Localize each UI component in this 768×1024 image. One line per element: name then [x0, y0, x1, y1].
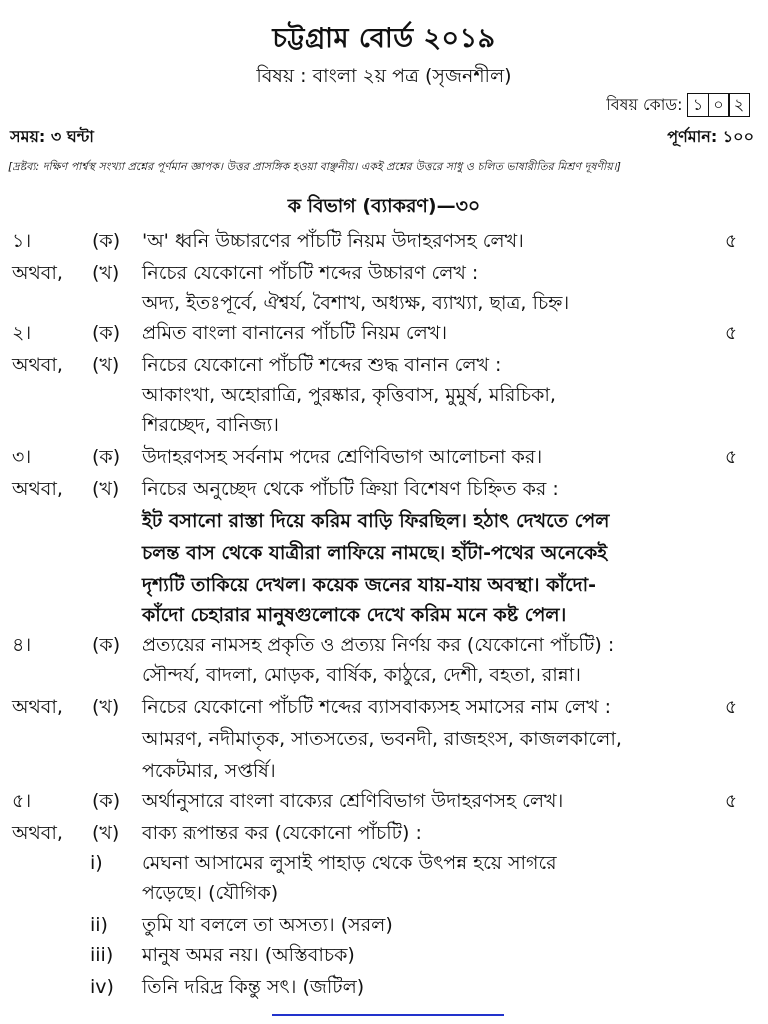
part-label: (ক) [92, 230, 121, 252]
or-label: অথবা, [12, 262, 63, 284]
question-text: উদাহরণসহ সর্বনাম পদের শ্রেণিবিভাগ আলোচনা কর। [142, 446, 543, 468]
item-numeral: iii) [90, 944, 114, 966]
question-text: নিচের অনুচ্ছেদ থেকে পাঁচটি ক্রিয়া বিশেষণ চিহ্নিত কর : [142, 478, 559, 500]
question-text: নিচের যেকোনো পাঁচটি শব্দের শুদ্ধ বানান লেখ : [142, 354, 502, 376]
item-numeral: ii) [90, 914, 108, 936]
question-number: ১। [12, 230, 32, 252]
item-text: তিনি দরিদ্র কিন্তু সৎ। (জটিল) [142, 976, 365, 998]
passage-text: কাঁদো চেহারার মানুষগুলোকে দেখে করিম মনে কষ্ট পেল। [142, 604, 567, 626]
section-heading: ক বিভাগ (ব্যাকরণ)—৩০ [287, 195, 481, 217]
instruction-note: [দ্রষ্টব্য: দক্ষিণ পার্শ্বস্থ সংখ্যা প্রশ্নের পূর্ণমান জ্ঞাপক। উত্তর প্রাসঙ্গিক হওয়া বাঞ্ছনীয়। একই প্রশ্নের উত্তরে সাধু ও চলিত ভাষারীতির মিশ্রণ দূষণীয়।] [8, 160, 621, 173]
exam-time: সময়: ৩ ঘন্টা [10, 127, 94, 146]
question-number: ২। [12, 322, 32, 344]
subject-line: বিষয় : বাংলা ২য় পত্র (সৃজনশীল) [256, 65, 512, 87]
passage-text: ইট বসানো রাস্তা দিয়ে করিম বাড়ি ফিরছিল। হঠাৎ দেখতে পেল [142, 510, 610, 532]
part-label: (ক) [92, 322, 121, 344]
item-text: মেঘনা আসামের লুসাই পাহাড় থেকে উৎপন্ন হয়ে সাগরে [142, 852, 557, 874]
code-digit: ১ [687, 93, 709, 117]
word-list: সৌন্দর্য, বাদলা, মোড়ক, বার্ষিক, কাঠুরে, দেশী, বহতা, রান্না। [142, 664, 581, 686]
part-label: (খ) [92, 262, 120, 284]
full-marks: পূর্ণমান: ১০০ [667, 127, 754, 146]
question-text: 'অ' ধ্বনি উচ্চারণের পাঁচটি নিয়ম উদাহরণসহ লেখ। [142, 230, 524, 252]
code-digit: ০ [708, 93, 730, 117]
or-label: অথবা, [12, 696, 63, 718]
part-label: (ক) [92, 634, 121, 656]
part-label: (খ) [92, 822, 120, 844]
question-marks: ৫ [724, 230, 738, 252]
passage-text: দৃশ্যটি তাকিয়ে দেখল। কয়েক জনের যায়-যায় অবস্থা। কাঁদো- [142, 574, 597, 596]
question-marks: ৫ [724, 696, 738, 718]
passage-text: চলন্ত বাস থেকে যাত্রীরা লাফিয়ে নামছে। হাঁটা-পথের অনেকেই [142, 542, 608, 564]
question-number: ৪। [12, 634, 32, 656]
part-label: (ক) [92, 446, 121, 468]
or-label: অথবা, [12, 822, 63, 844]
item-text: মানুষ অমর নয়। (অস্তিবাচক) [142, 944, 355, 966]
question-text: প্রমিত বাংলা বানানের পাঁচটি নিয়ম লেখ। [142, 322, 448, 344]
word-list: আকাংখা, অহোরাত্রি, পুরষ্কার, কৃত্তিবাস, মুমুর্ষ, মরিচিকা, [142, 384, 556, 406]
subject-code-label: বিষয় কোড: [606, 94, 683, 114]
question-marks: ৫ [724, 322, 738, 344]
question-text: অর্থানুসারে বাংলা বাক্যের শ্রেণিবিভাগ উদাহরণসহ লেখ। [142, 790, 564, 812]
item-text: পড়েছে। (যৌগিক) [142, 882, 279, 904]
question-number: ৫। [12, 790, 32, 812]
question-text: নিচের যেকোনো পাঁচটি শব্দের ব্যাসবাক্যসহ সমাসের নাম লেখ : [142, 696, 612, 718]
word-list: আমরণ, নদীমাতৃক, সাতসতের, ভবনদী, রাজহংস, কাজলকালো, [142, 728, 622, 750]
word-list: অদ্য, ইতঃপূর্বে, ঐশ্বর্য, বৈশাখ, অধ্যক্ষ, ব্যাখ্যা, ছাত্র, চিহ্ন। [142, 292, 570, 314]
or-label: অথবা, [12, 354, 63, 376]
board-title: চট্টগ্রাম বোর্ড ২০১৯ [272, 23, 496, 54]
question-marks: ৫ [724, 790, 738, 812]
item-numeral: i) [90, 852, 103, 874]
item-text: তুমি যা বললে তা অসত্য। (সরল) [142, 914, 393, 936]
part-label: (খ) [92, 354, 120, 376]
footer-divider [272, 1014, 504, 1016]
subject-code [606, 92, 750, 118]
word-list: শিরচ্ছেদ, বানিজ্য। [142, 414, 279, 436]
part-label: (ক) [92, 790, 121, 812]
or-label: অথবা, [12, 478, 63, 500]
question-number: ৩। [12, 446, 32, 468]
subject-code-boxes [689, 93, 751, 117]
part-label: (খ) [92, 478, 120, 500]
code-digit: ২ [728, 93, 750, 117]
word-list: পকেটমার, সপ্তর্ষি। [142, 760, 276, 782]
part-label: (খ) [92, 696, 120, 718]
question-text: নিচের যেকোনো পাঁচটি শব্দের উচ্চারণ লেখ : [142, 262, 479, 284]
question-marks: ৫ [724, 446, 738, 468]
question-text: বাক্য রূপান্তর কর (যেকোনো পাঁচটি) : [142, 822, 422, 844]
question-text: প্রত্যয়ের নামসহ প্রকৃতি ও প্রত্যয় নির্ণয় কর (যেকোনো পাঁচটি) : [142, 634, 615, 656]
item-numeral: iv) [90, 976, 114, 998]
